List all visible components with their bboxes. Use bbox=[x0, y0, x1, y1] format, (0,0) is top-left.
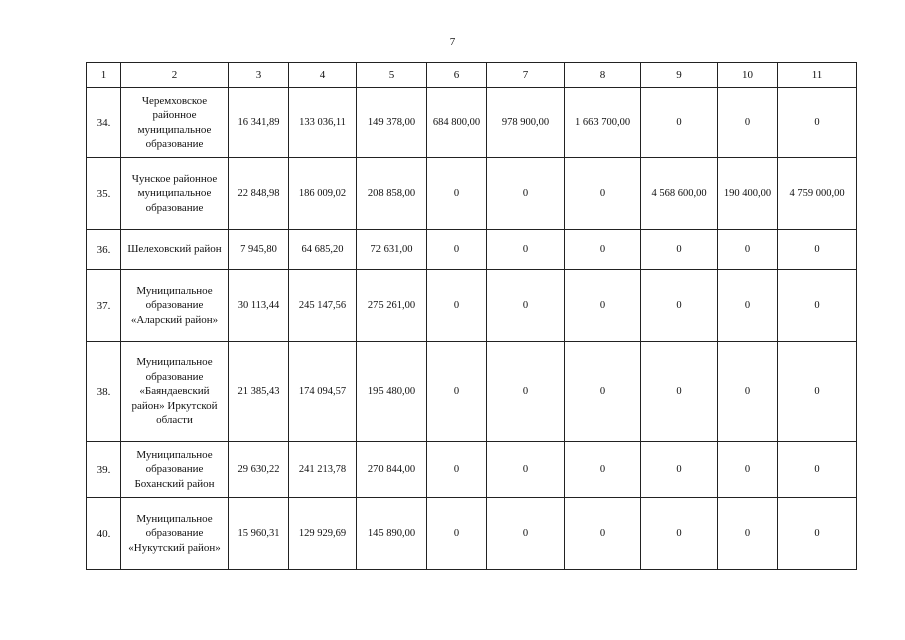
table-cell: 64 685,20 bbox=[289, 230, 357, 270]
header-row bbox=[87, 63, 857, 88]
table-row bbox=[87, 158, 857, 230]
table-cell: 0 bbox=[641, 498, 718, 570]
table-cell: 72 631,00 bbox=[357, 230, 427, 270]
table-cell: 16 341,89 bbox=[229, 88, 289, 158]
table-cell: 0 bbox=[565, 158, 641, 230]
row-number: 37. bbox=[87, 270, 121, 342]
table-cell: 0 bbox=[718, 498, 778, 570]
table-cell: 29 630,22 bbox=[229, 442, 289, 498]
table-cell: 0 bbox=[641, 342, 718, 442]
table-cell: 0 bbox=[718, 442, 778, 498]
table-row bbox=[87, 270, 857, 342]
municipality-name: Муниципальное образование «Баяндаевский район» Иркутской области bbox=[121, 342, 229, 442]
municipality-name: Муниципальное образование «Аларский район» bbox=[121, 270, 229, 342]
table-cell: 684 800,00 bbox=[427, 88, 487, 158]
table-cell: 186 009,02 bbox=[289, 158, 357, 230]
table-cell: 0 bbox=[487, 442, 565, 498]
row-number: 36. bbox=[87, 230, 121, 270]
table-cell: 208 858,00 bbox=[357, 158, 427, 230]
column-header: 2 bbox=[121, 63, 229, 88]
table-cell: 0 bbox=[427, 158, 487, 230]
column-header: 4 bbox=[289, 63, 357, 88]
table-cell: 0 bbox=[487, 230, 565, 270]
table-cell: 133 036,11 bbox=[289, 88, 357, 158]
column-header: 7 bbox=[487, 63, 565, 88]
table-cell: 978 900,00 bbox=[487, 88, 565, 158]
table-cell: 0 bbox=[487, 270, 565, 342]
table-cell: 7 945,80 bbox=[229, 230, 289, 270]
table-cell: 195 480,00 bbox=[357, 342, 427, 442]
page-number: 7 bbox=[449, 36, 456, 48]
table-row bbox=[87, 498, 857, 570]
municipality-name: Чунское районное муниципальное образование bbox=[121, 158, 229, 230]
row-number: 40. bbox=[87, 498, 121, 570]
table-cell: 0 bbox=[718, 230, 778, 270]
table-cell: 30 113,44 bbox=[229, 270, 289, 342]
row-number: 39. bbox=[87, 442, 121, 498]
table-cell: 0 bbox=[778, 342, 857, 442]
table-cell: 1 663 700,00 bbox=[565, 88, 641, 158]
table-cell: 275 261,00 bbox=[357, 270, 427, 342]
column-header: 5 bbox=[357, 63, 427, 88]
table-cell: 129 929,69 bbox=[289, 498, 357, 570]
table-cell: 0 bbox=[427, 270, 487, 342]
municipality-name: Черемховское районное муниципальное образование bbox=[121, 88, 229, 158]
table-cell: 0 bbox=[778, 230, 857, 270]
data-table bbox=[86, 62, 857, 570]
table-cell: 190 400,00 bbox=[718, 158, 778, 230]
table-cell: 4 568 600,00 bbox=[641, 158, 718, 230]
table-cell: 145 890,00 bbox=[357, 498, 427, 570]
municipality-name: Шелеховский район bbox=[121, 230, 229, 270]
municipality-name: Муниципальное образование Боханский район bbox=[121, 442, 229, 498]
table-cell: 0 bbox=[487, 342, 565, 442]
table-cell: 15 960,31 bbox=[229, 498, 289, 570]
table-cell: 4 759 000,00 bbox=[778, 158, 857, 230]
table-cell: 0 bbox=[427, 342, 487, 442]
table-cell: 245 147,56 bbox=[289, 270, 357, 342]
table-row bbox=[87, 442, 857, 498]
table-cell: 0 bbox=[718, 270, 778, 342]
column-header: 1 bbox=[87, 63, 121, 88]
table-cell: 270 844,00 bbox=[357, 442, 427, 498]
column-header: 8 bbox=[565, 63, 641, 88]
table-cell: 0 bbox=[778, 498, 857, 570]
table-cell: 21 385,43 bbox=[229, 342, 289, 442]
table-cell: 0 bbox=[641, 88, 718, 158]
table-cell: 0 bbox=[641, 270, 718, 342]
table-row bbox=[87, 88, 857, 158]
table-row bbox=[87, 342, 857, 442]
row-number: 34. bbox=[87, 88, 121, 158]
table-cell: 241 213,78 bbox=[289, 442, 357, 498]
column-header: 11 bbox=[778, 63, 857, 88]
column-header: 3 bbox=[229, 63, 289, 88]
table-cell: 0 bbox=[778, 88, 857, 158]
table-cell: 0 bbox=[427, 442, 487, 498]
row-number: 38. bbox=[87, 342, 121, 442]
table-cell: 0 bbox=[778, 270, 857, 342]
table-cell: 0 bbox=[778, 442, 857, 498]
table-cell: 174 094,57 bbox=[289, 342, 357, 442]
row-number: 35. bbox=[87, 158, 121, 230]
table-cell: 0 bbox=[565, 342, 641, 442]
table-cell: 0 bbox=[427, 230, 487, 270]
table-cell: 0 bbox=[718, 88, 778, 158]
municipality-name: Муниципальное образование «Нукутский район» bbox=[121, 498, 229, 570]
table-cell: 0 bbox=[641, 442, 718, 498]
table-cell: 0 bbox=[427, 498, 487, 570]
table-cell: 0 bbox=[565, 230, 641, 270]
table-cell: 0 bbox=[565, 442, 641, 498]
table-cell: 149 378,00 bbox=[357, 88, 427, 158]
table-cell: 0 bbox=[565, 498, 641, 570]
column-header: 6 bbox=[427, 63, 487, 88]
table-cell: 22 848,98 bbox=[229, 158, 289, 230]
table-row bbox=[87, 230, 857, 270]
table-cell: 0 bbox=[641, 230, 718, 270]
table-cell: 0 bbox=[487, 498, 565, 570]
table-cell: 0 bbox=[718, 342, 778, 442]
table-cell: 0 bbox=[487, 158, 565, 230]
table-cell: 0 bbox=[565, 270, 641, 342]
column-header: 9 bbox=[641, 63, 718, 88]
column-header: 10 bbox=[718, 63, 778, 88]
